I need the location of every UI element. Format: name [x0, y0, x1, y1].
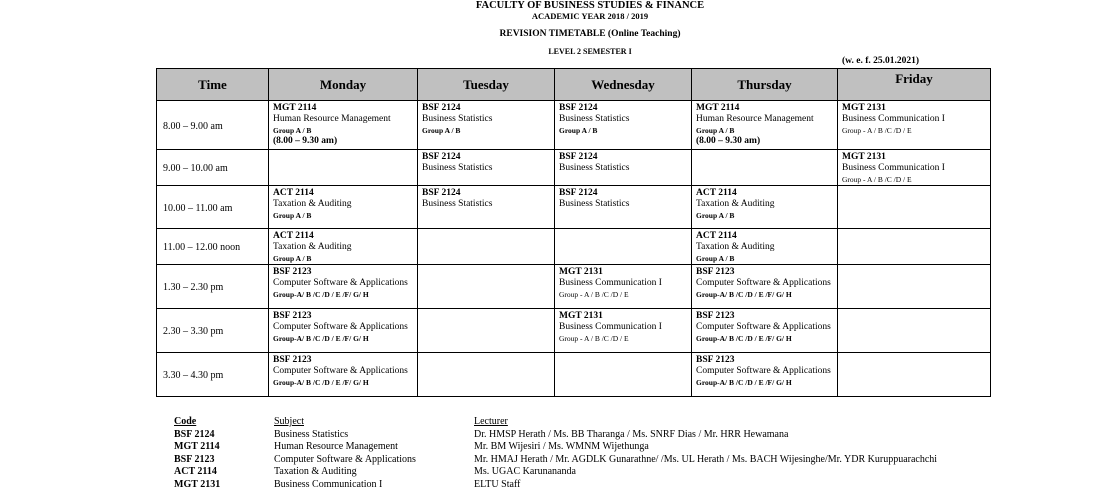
- course-code: BSF 2124: [559, 152, 687, 163]
- legend-subject: Taxation & Auditing: [274, 466, 474, 479]
- course-subject: Computer Software & Applications: [273, 278, 413, 289]
- course-group: Group A / B: [273, 210, 413, 221]
- course-code: BSF 2123: [696, 355, 833, 366]
- timetable-title: REVISION TIMETABLE (Online Teaching): [0, 29, 1100, 39]
- course-code: ACT 2114: [696, 188, 833, 199]
- course-time-note: (8.00 – 9.30 am): [273, 136, 413, 147]
- course-subject: Computer Software & Applications: [273, 322, 413, 333]
- academic-year: ACADEMIC YEAR 2018 / 2019: [0, 11, 1100, 21]
- legend-subject: Business Communication I: [274, 479, 474, 491]
- timetable-row: [157, 353, 991, 397]
- course-subject: Taxation & Auditing: [273, 242, 413, 253]
- timetable-row: [157, 265, 991, 309]
- course-subject: Business Communication I: [842, 114, 986, 125]
- legend-table: [174, 416, 937, 491]
- course-time-note: (8.00 – 9.30 am): [696, 136, 833, 147]
- timetable-cell: [555, 150, 692, 186]
- timetable-cell: [692, 186, 838, 229]
- course-subject: Business Communication I: [842, 163, 986, 174]
- course-code: BSF 2124: [422, 152, 550, 163]
- legend-subject: Human Resource Management: [274, 441, 474, 454]
- timetable-cell: [555, 186, 692, 229]
- course-code: BSF 2123: [273, 311, 413, 322]
- course-code: MGT 2131: [842, 103, 986, 114]
- column-header-monday: Monday: [269, 69, 418, 101]
- legend-code: ACT 2114: [174, 466, 274, 479]
- course-group: Group - A / B /C /D / E: [559, 333, 687, 344]
- column-header-tuesday: Tuesday: [418, 69, 555, 101]
- column-header-time: Time: [157, 69, 269, 101]
- time-slot: 10.00 – 11.00 am: [157, 186, 269, 229]
- legend-row: [174, 441, 937, 454]
- timetable-cell: [555, 229, 692, 265]
- course-group: Group-A/ B /C /D / E /F/ G/ H: [273, 289, 413, 300]
- timetable-cell: [269, 150, 418, 186]
- timetable-cell: [418, 229, 555, 265]
- course-subject: Computer Software & Applications: [696, 278, 833, 289]
- timetable-cell: [269, 186, 418, 229]
- time-slot: 9.00 – 10.00 am: [157, 150, 269, 186]
- timetable-cell: [838, 229, 991, 265]
- course-code: BSF 2124: [422, 188, 550, 199]
- timetable-cell: [838, 265, 991, 309]
- timetable-cell: [418, 101, 555, 150]
- course-code: BSF 2124: [559, 103, 687, 114]
- course-subject: Business Statistics: [559, 199, 687, 210]
- timetable-cell: [692, 229, 838, 265]
- course-code: MGT 2131: [842, 152, 986, 163]
- timetable-cell: [418, 186, 555, 229]
- course-code: MGT 2114: [273, 103, 413, 114]
- course-code: BSF 2124: [422, 103, 550, 114]
- course-subject: Taxation & Auditing: [273, 199, 413, 210]
- timetable-cell: [692, 309, 838, 353]
- timetable-cell: [838, 353, 991, 397]
- legend-header-lecturer: Lecturer: [474, 416, 937, 429]
- legend-code: BSF 2123: [174, 454, 274, 467]
- course-group: Group A / B: [273, 253, 413, 264]
- course-code: MGT 2114: [696, 103, 833, 114]
- timetable-cell: [838, 309, 991, 353]
- course-code: BSF 2123: [273, 267, 413, 278]
- course-group: Group A / B: [696, 253, 833, 264]
- legend-row: [174, 454, 937, 467]
- legend-row: [174, 479, 937, 491]
- timetable-row: [157, 229, 991, 265]
- course-code: ACT 2114: [273, 188, 413, 199]
- timetable-cell: [418, 265, 555, 309]
- legend-lecturer: Ms. UGAC Karunananda: [474, 466, 937, 479]
- legend-header-row: [174, 416, 937, 429]
- legend-header-subject: Subject: [274, 416, 474, 429]
- course-subject: Business Communication I: [559, 322, 687, 333]
- timetable-cell: [269, 309, 418, 353]
- course-subject: Business Statistics: [422, 163, 550, 174]
- course-subject: Computer Software & Applications: [273, 366, 413, 377]
- course-code: MGT 2131: [559, 267, 687, 278]
- timetable-row: [157, 186, 991, 229]
- effective-date: (w. e. f. 25.01.2021): [842, 56, 919, 66]
- course-subject: Computer Software & Applications: [696, 366, 833, 377]
- course-group: Group A / B: [559, 125, 687, 136]
- course-code: BSF 2123: [273, 355, 413, 366]
- timetable-cell: [269, 265, 418, 309]
- timetable-cell: [555, 353, 692, 397]
- course-code: BSF 2124: [559, 188, 687, 199]
- time-slot: 2.30 – 3.30 pm: [157, 309, 269, 353]
- timetable-cell: [692, 101, 838, 150]
- course-subject: Taxation & Auditing: [696, 242, 833, 253]
- legend-lecturer: ELTU Staff: [474, 479, 937, 491]
- timetable-row: [157, 101, 991, 150]
- course-subject: Business Statistics: [559, 114, 687, 125]
- faculty-title: FACULTY OF BUSINESS STUDIES & FINANCE: [0, 0, 1100, 11]
- timetable-cell: [269, 353, 418, 397]
- column-header-wednesday: Wednesday: [555, 69, 692, 101]
- course-group: Group-A/ B /C /D / E /F/ G/ H: [273, 333, 413, 344]
- legend-row: [174, 429, 937, 442]
- course-group: Group - A / B /C /D / E: [842, 125, 986, 136]
- course-group: Group-A/ B /C /D / E /F/ G/ H: [696, 377, 833, 388]
- time-slot: 11.00 – 12.00 noon: [157, 229, 269, 265]
- course-group: Group A / B: [696, 210, 833, 221]
- legend-subject: Business Statistics: [274, 429, 474, 442]
- legend-code: BSF 2124: [174, 429, 274, 442]
- time-slot: 8.00 – 9.00 am: [157, 101, 269, 150]
- timetable-row: [157, 150, 991, 186]
- time-slot: 1.30 – 2.30 pm: [157, 265, 269, 309]
- timetable-cell: [269, 229, 418, 265]
- timetable-cell: [555, 265, 692, 309]
- course-group: Group - A / B /C /D / E: [559, 289, 687, 300]
- legend-lecturer: Dr. HMSP Herath / Ms. BB Tharanga / Ms. SNRF Dias / Mr. HRR Hewamana: [474, 429, 937, 442]
- timetable-cell: [555, 101, 692, 150]
- timetable-cell: [418, 353, 555, 397]
- course-group: Group A / B: [273, 125, 413, 136]
- course-subject: Human Resource Management: [696, 114, 833, 125]
- timetable: [156, 68, 991, 397]
- course-subject: Business Statistics: [422, 199, 550, 210]
- legend-header-code: Code: [174, 416, 274, 429]
- course-code: ACT 2114: [696, 231, 833, 242]
- legend-code: MGT 2131: [174, 479, 274, 491]
- course-code: BSF 2123: [696, 267, 833, 278]
- timetable-cell: [418, 309, 555, 353]
- timetable-cell: [838, 150, 991, 186]
- timetable-cell: [838, 101, 991, 150]
- timetable-cell: [418, 150, 555, 186]
- course-group: Group-A/ B /C /D / E /F/ G/ H: [273, 377, 413, 388]
- legend-lecturer: Mr. BM Wijesiri / Ms. WMNM Wijethunga: [474, 441, 937, 454]
- timetable-cell: [269, 101, 418, 150]
- legend-code: MGT 2114: [174, 441, 274, 454]
- timetable-cell: [692, 353, 838, 397]
- course-subject: Business Communication I: [559, 278, 687, 289]
- course-subject: Computer Software & Applications: [696, 322, 833, 333]
- course-code: MGT 2131: [559, 311, 687, 322]
- timetable-cell: [555, 309, 692, 353]
- course-group: Group A / B: [422, 125, 550, 136]
- column-header-thursday: Thursday: [692, 69, 838, 101]
- course-group: Group - A / B /C /D / E: [842, 174, 986, 185]
- legend-lecturer: Mr. HMAJ Herath / Mr. AGDLK Gunarathne/ /Ms. UL Herath / Ms. BACH Wijesinghe/Mr. YDR Kuruppuarachchi: [474, 454, 937, 467]
- course-subject: Business Statistics: [422, 114, 550, 125]
- timetable-cell: [692, 265, 838, 309]
- timetable-cell: [838, 186, 991, 229]
- level-semester: LEVEL 2 SEMESTER I: [0, 47, 1100, 56]
- timetable-row: [157, 309, 991, 353]
- course-subject: Business Statistics: [559, 163, 687, 174]
- legend-subject: Computer Software & Applications: [274, 454, 474, 467]
- course-subject: Taxation & Auditing: [696, 199, 833, 210]
- column-header-friday: Friday: [838, 69, 991, 101]
- course-subject: Human Resource Management: [273, 114, 413, 125]
- course-group: Group-A/ B /C /D / E /F/ G/ H: [696, 333, 833, 344]
- timetable-cell: [692, 150, 838, 186]
- course-group: Group A / B: [696, 125, 833, 136]
- legend-row: [174, 466, 937, 479]
- time-slot: 3.30 – 4.30 pm: [157, 353, 269, 397]
- course-code: BSF 2123: [696, 311, 833, 322]
- timetable-header-row: [157, 69, 991, 101]
- course-group: Group-A/ B /C /D / E /F/ G/ H: [696, 289, 833, 300]
- course-code: ACT 2114: [273, 231, 413, 242]
